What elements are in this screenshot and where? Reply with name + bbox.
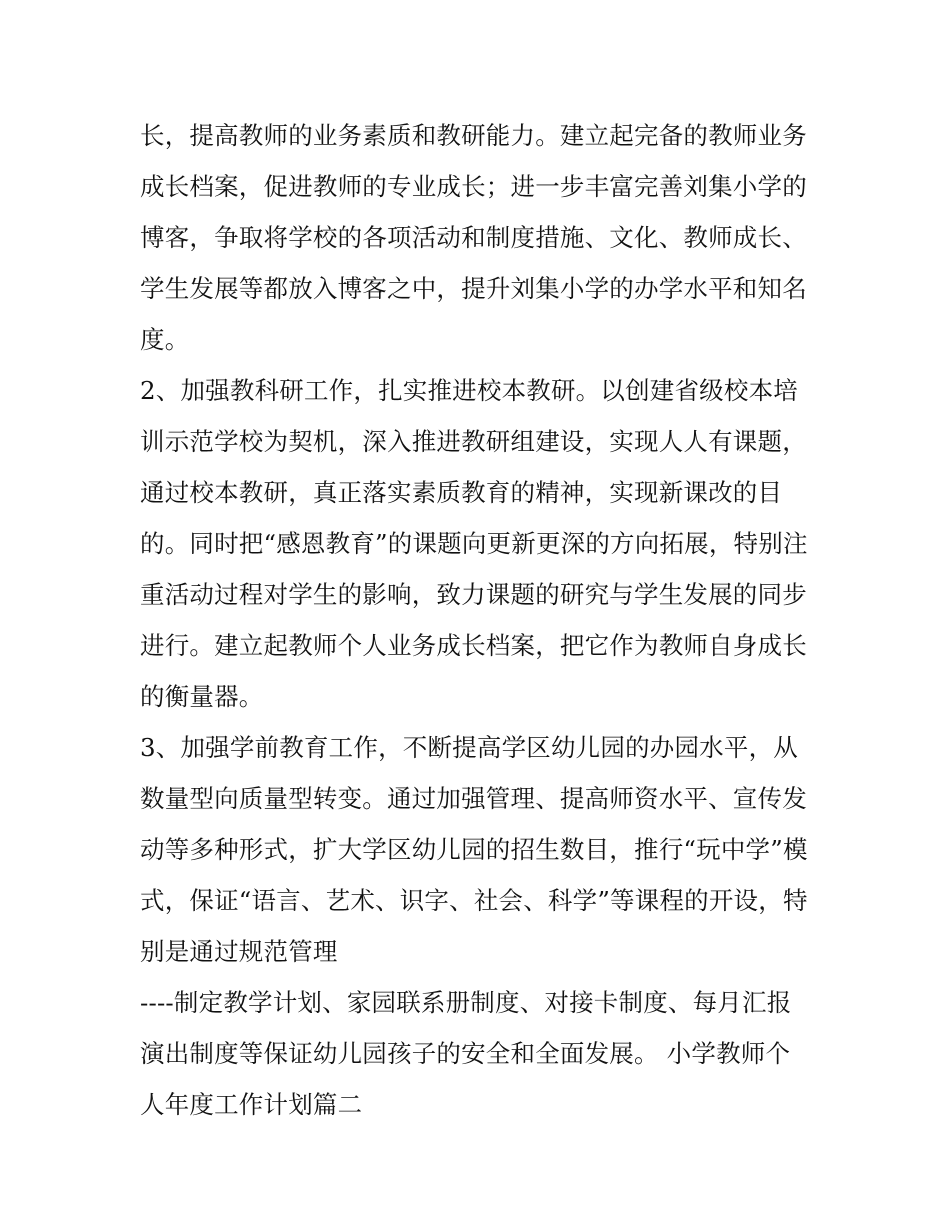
text-line: 进行。建立起教师个人业务成长档案，把它作为教师自身成长 <box>140 631 807 660</box>
text-line: 学生发展等都放入博客之中，提升刘集小学的办学水平和知名 <box>140 274 807 303</box>
text-line: 成长档案，促进教师的专业成长；进一步丰富完善刘集小学的 <box>140 172 807 201</box>
text-line: 动等多种形式，扩大学区幼儿园的招生数目，推行“玩中学”模 <box>140 835 808 864</box>
text-line: 的。同时把“感恩教育”的课题向更新更深的方向拓展，特别注 <box>140 529 808 558</box>
text-line: 长，提高教师的业务素质和教研能力。建立起完备的教师业务 <box>140 121 807 150</box>
text-line: 通过校本教研，真正落实素质教育的精神，实现新课改的目 <box>140 478 783 507</box>
text-line: 度。 <box>140 325 190 354</box>
text-line: 博客，争取将学校的各项活动和制度措施、文化、教师成长、 <box>140 223 807 252</box>
text-line: 重活动过程对学生的影响，致力课题的研究与学生发展的同步 <box>140 580 807 609</box>
text-line: 式，保证“语言、艺术、识字、社会、科学”等课程的开设，特 <box>140 886 808 915</box>
text-line: 训示范学校为契机，深入推进教研组建设，实现人人有课题， <box>140 427 807 456</box>
document-body <box>140 110 830 1130</box>
text-line: 别是通过规范管理 <box>140 937 338 966</box>
text-line: 数量型向质量型转变。通过加强管理、提高师资水平、宣传发 <box>140 784 807 813</box>
text-line: 人年度工作计划篇二 <box>140 1090 363 1119</box>
text-line: 2、加强教科研工作，扎实推进校本教研。以创建省级校本培 <box>140 376 798 405</box>
text-line: ----制定教学计划、家园联系册制度、对接卡制度、每月汇报 <box>140 988 792 1017</box>
text-line: 3、加强学前教育工作，不断提高学区幼儿园的办园水平，从 <box>140 733 798 762</box>
text-line: 的衡量器。 <box>140 682 264 711</box>
text-line: 演出制度等保证幼儿园孩子的安全和全面发展。 小学教师个 <box>140 1039 791 1068</box>
